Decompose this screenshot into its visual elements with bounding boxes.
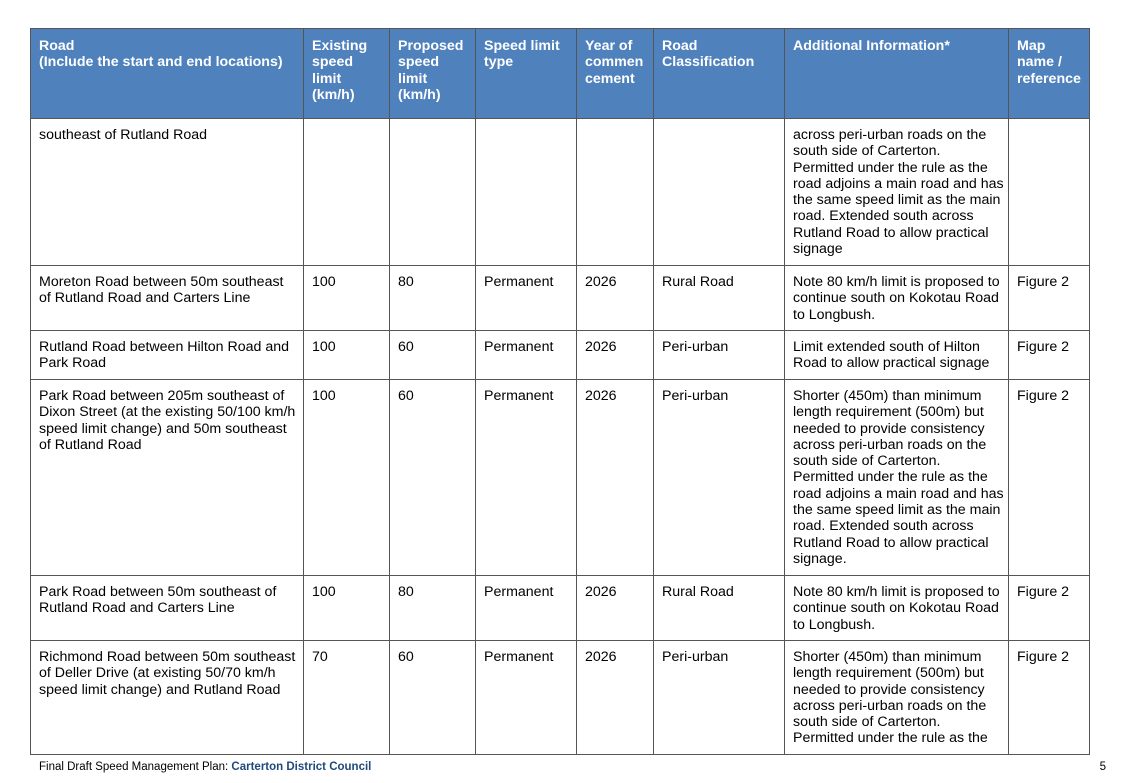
cell-road: Park Road between 205m southeast of Dixon Street (at the existing 50/100 km/h speed limit change) and 50m southeast of Rutland Road	[31, 380, 304, 576]
header-proposed-speed-label: Proposed speed limit (km/h)	[398, 38, 464, 103]
header-proposed-speed	[390, 29, 476, 119]
cell-existing: 100	[304, 576, 390, 641]
cell-info: Limit extended south of Hilton Road to allow practical signage	[785, 331, 1009, 380]
footer-council-name: Carterton District Council	[231, 761, 372, 773]
cell-year	[577, 119, 654, 266]
header-year	[577, 29, 654, 119]
header-road	[31, 29, 304, 119]
cell-info: across peri-urban roads on the south side of Carterton. Permitted under the rule as the road adjoins a main road and has the same speed limit as the main road. Extended south across Rutland Road to allow practical signage	[785, 119, 1009, 266]
cell-info: Note 80 km/h limit is proposed to continue south on Kokotau Road to Longbush.	[785, 266, 1009, 331]
header-map-reference-label: Map name / reference	[1017, 38, 1081, 87]
cell-map: Figure 2	[1009, 266, 1090, 331]
cell-proposed: 60	[390, 331, 476, 380]
header-year-label: Year of commen cement	[585, 38, 644, 87]
cell-info: Shorter (450m) than minimum length requirement (500m) but needed to provide consistency across peri-urban roads on the south side of Carterton. Permitted under the rule as the	[785, 641, 1009, 755]
footer-document-title: Final Draft Speed Management Plan:	[39, 761, 232, 773]
cell-year: 2026	[577, 380, 654, 576]
cell-info: Note 80 km/h limit is proposed to continue south on Kokotau Road to Longbush.	[785, 576, 1009, 641]
cell-existing: 100	[304, 331, 390, 380]
page-number: 5	[1099, 761, 1106, 773]
cell-road: southeast of Rutland Road	[31, 119, 304, 266]
cell-existing: 70	[304, 641, 390, 755]
cell-classification: Rural Road	[654, 576, 785, 641]
cell-year: 2026	[577, 641, 654, 755]
cell-year: 2026	[577, 266, 654, 331]
cell-type: Permanent	[476, 641, 577, 755]
cell-type: Permanent	[476, 331, 577, 380]
cell-proposed: 80	[390, 266, 476, 331]
cell-year: 2026	[577, 576, 654, 641]
cell-existing	[304, 119, 390, 266]
cell-classification: Peri-urban	[654, 641, 785, 755]
cell-proposed	[390, 119, 476, 266]
cell-map	[1009, 119, 1090, 266]
table-row	[31, 331, 1090, 380]
cell-proposed: 60	[390, 641, 476, 755]
header-road-classification	[654, 29, 785, 119]
cell-year: 2026	[577, 331, 654, 380]
table-row	[31, 641, 1090, 755]
page-footer	[39, 761, 371, 774]
cell-type: Permanent	[476, 266, 577, 331]
table-row	[31, 380, 1090, 576]
cell-type	[476, 119, 577, 266]
table-header-row	[31, 29, 1090, 119]
cell-existing: 100	[304, 380, 390, 576]
header-road-label: Road (Include the start and end locations)	[39, 38, 283, 71]
cell-info: Shorter (450m) than minimum length requirement (500m) but needed to provide consistency across peri-urban roads on the south side of Carterton. Permitted under the rule as the road adjoins a main road and has the same speed limit as the main road. Extended south across Rutland Road to allow practical signage.	[785, 380, 1009, 576]
header-road-classification-label: Road Classification	[662, 38, 755, 71]
cell-proposed: 60	[390, 380, 476, 576]
cell-existing: 100	[304, 266, 390, 331]
header-additional-information-label: Additional Information*	[793, 38, 950, 54]
cell-classification: Rural Road	[654, 266, 785, 331]
header-speed-limit-type-label: Speed limit type	[484, 38, 560, 71]
header-additional-information	[785, 29, 1009, 119]
cell-classification: Peri-urban	[654, 331, 785, 380]
cell-road: Moreton Road between 50m southeast of Rutland Road and Carters Line	[31, 266, 304, 331]
cell-map: Figure 2	[1009, 331, 1090, 380]
table-row	[31, 576, 1090, 641]
header-existing-speed-label: Existing speed limit (km/h)	[312, 38, 368, 103]
table-row	[31, 119, 1090, 266]
header-map-reference	[1009, 29, 1090, 119]
cell-road: Park Road between 50m southeast of Rutland Road and Carters Line	[31, 576, 304, 641]
cell-proposed: 80	[390, 576, 476, 641]
cell-type: Permanent	[476, 380, 577, 576]
cell-road: Rutland Road between Hilton Road and Park Road	[31, 331, 304, 380]
cell-type: Permanent	[476, 576, 577, 641]
cell-map: Figure 2	[1009, 641, 1090, 755]
speed-limit-table	[30, 28, 1090, 755]
table-row	[31, 266, 1090, 331]
cell-classification	[654, 119, 785, 266]
header-existing-speed	[304, 29, 390, 119]
cell-map: Figure 2	[1009, 380, 1090, 576]
cell-map: Figure 2	[1009, 576, 1090, 641]
cell-classification: Peri-urban	[654, 380, 785, 576]
header-speed-limit-type	[476, 29, 577, 119]
cell-road: Richmond Road between 50m southeast of Deller Drive (at existing 50/70 km/h speed limit change) and Rutland Road	[31, 641, 304, 755]
